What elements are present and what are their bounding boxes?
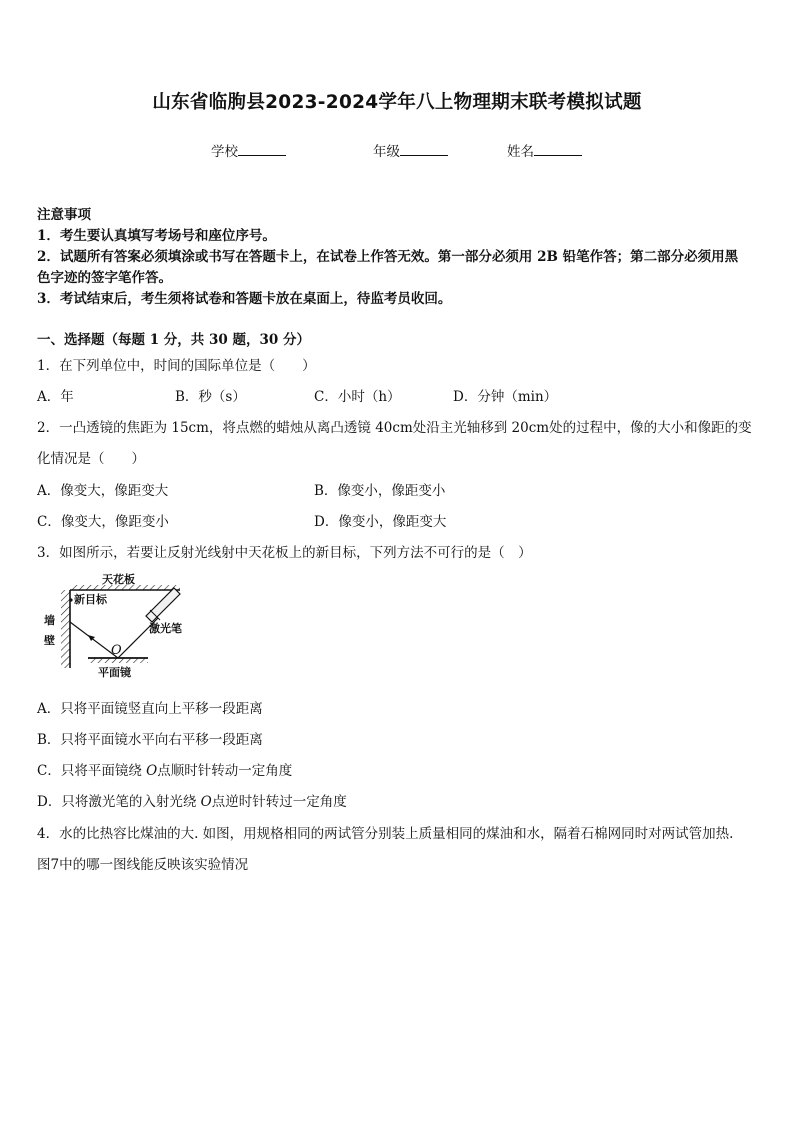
mirror-label: 平面镜 — [98, 666, 131, 679]
question-1-stem: 1．在下列单位中，时间的国际单位是（ ） — [37, 358, 316, 374]
note-item: 2．试题所有答案必须填涂或书写在答题卡上，在试卷上作答无效。第一部分必须用 2B 铅笔作答；第二部分必须用黑 — [37, 249, 739, 265]
q1-option-d[interactable]: D．分钟（min） — [453, 389, 558, 405]
q2-option-a[interactable]: A．像变大，像距变大 — [37, 483, 169, 499]
section-heading: 一、选择题（每题 1 分，共 30 题，30 分） — [37, 332, 310, 348]
notes-heading: 注意事项 — [37, 207, 91, 223]
q2-option-c[interactable]: C．像变大，像距变小 — [37, 514, 169, 530]
q3-option-d-text-end: 点逆时针转过一定角度 — [211, 794, 347, 810]
q3-option-d-text: D．只将激光笔的入射光绕 — [37, 794, 201, 810]
q3-option-c-text-end: 点顺时针转动一定角度 — [157, 763, 293, 779]
question-2-stem-cont: 化情况是（ ） — [37, 451, 145, 467]
question-2-stem: 2．一凸透镜的焦距为 15cm，将点燃的蜡烛从离凸透镜 40cm处沿主光轴移到 20cm处的过程中，像的大小和像距的变 — [37, 420, 752, 436]
mirror-reflection-diagram — [40, 572, 200, 682]
q3-option-c-text: C．只将平面镜绕 — [37, 763, 147, 779]
ceiling-label: 天花板 — [102, 573, 135, 586]
q3-option-d-point: O — [200, 794, 212, 810]
grade-field[interactable] — [373, 140, 448, 160]
wall-label-1: 墙 — [44, 614, 55, 627]
note-item: 1．考生要认真填写考场号和座位序号。 — [37, 228, 276, 244]
q1-option-c[interactable]: C．小时（h） — [314, 389, 401, 405]
wall-label-2: 壁 — [44, 634, 55, 647]
grade-blank[interactable] — [400, 143, 448, 156]
new-target-mark — [69, 598, 72, 601]
q3-option-d[interactable] — [37, 790, 347, 810]
q2-option-d[interactable]: D．像变小，像距变大 — [314, 514, 447, 530]
name-blank[interactable] — [534, 143, 582, 156]
page-title: 山东省临朐县2023-2024学年八上物理期末联考模拟试题 — [152, 92, 642, 113]
q3-option-c-point: O — [146, 763, 158, 779]
laser-pen-icon — [146, 588, 180, 622]
q3-option-b[interactable]: B．只将平面镜水平向右平移一段距离 — [37, 732, 263, 748]
q1-option-b[interactable]: B．秒（s） — [175, 389, 246, 405]
school-field[interactable] — [211, 140, 286, 160]
school-label: 学校 — [211, 144, 238, 160]
laser-pen-label: 激光笔 — [149, 622, 182, 635]
q3-option-a[interactable]: A．只将平面镜竖直向上平移一段距离 — [37, 701, 263, 717]
name-field[interactable] — [507, 140, 582, 160]
q2-option-b[interactable]: B．像变小，像距变小 — [314, 483, 446, 499]
note-item: 色字迹的签字笔作答。 — [37, 270, 172, 286]
new-target-label: 新目标 — [74, 593, 107, 606]
school-blank[interactable] — [238, 143, 286, 156]
point-o-label: O — [111, 643, 122, 658]
question-4-stem-cont: 图7中的哪一图线能反映该实验情况 — [37, 857, 249, 873]
question-3-stem: 3．如图所示，若要让反射光线射中天花板上的新目标，下列方法不可行的是（ ） — [37, 545, 532, 561]
student-info-row — [0, 140, 794, 160]
q3-option-c[interactable] — [37, 759, 292, 779]
note-item: 3．考试结束后，考生须将试卷和答题卡放在桌面上，待监考员收回。 — [37, 291, 452, 307]
name-label: 姓名 — [507, 144, 534, 160]
q1-option-a[interactable]: A．年 — [37, 389, 74, 405]
grade-label: 年级 — [373, 144, 400, 160]
question-4-stem: 4．水的比热容比煤油的大. 如图，用规格相同的两试管分别装上质量相同的煤油和水，隔着石棉网同时对两试管加热. — [37, 826, 734, 842]
wall-hatch — [61, 590, 70, 668]
